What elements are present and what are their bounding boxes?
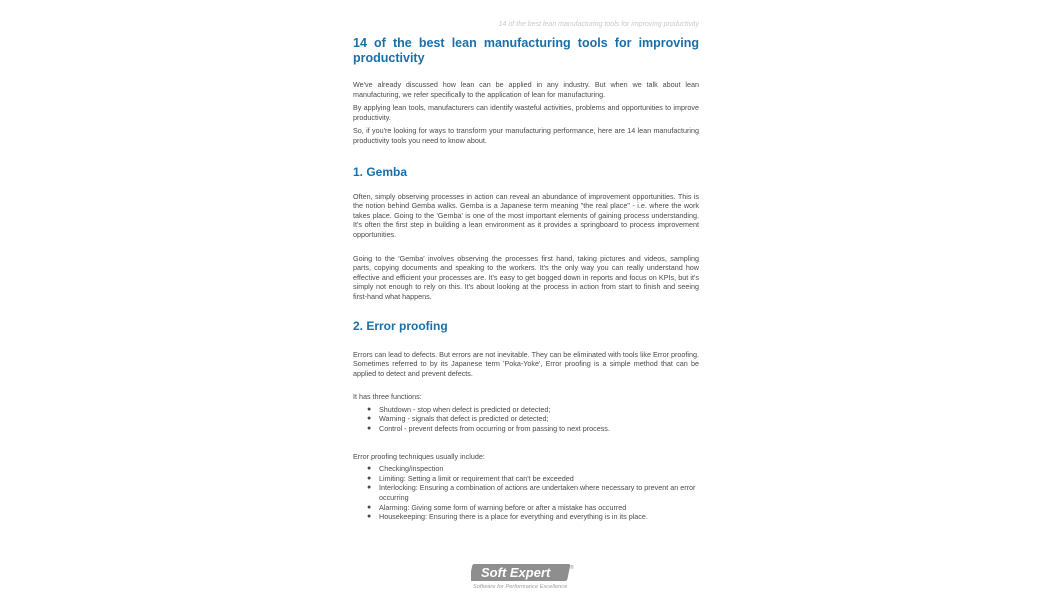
gemba-paragraph-1: Often, simply observing processes in action can reveal an abundance of improvement opportunities. This is the notion behind Gemba walks. Gemba is a Japanese term meaning "the real place" - i.e. where the work takes place. Going to the 'Gemba' is one of the most important elements of gaining process understanding. It's often the first step in building a lean environment as it provides a springboard to process improvement opportunities.	[353, 191, 699, 239]
gemba-paragraph-2: Going to the 'Gemba' involves observing the processes first hand, taking pictures and videos, sampling parts, copying documents and speaking to the workers. It's the only way you can really understand how effective and efficient your processes are. It's easy to get bogged down in reports and focus on KPIs, but it's simply not enough to rely on this. It's about looking at the process in action from start to finish and seeing first-hand what happens.	[353, 253, 699, 301]
intro-paragraph-2: By applying lean tools, manufacturers can identify wasteful activities, problems and opportunities to improve productivity.	[353, 103, 699, 122]
logo-tagline: Software for Performance Excellence	[473, 584, 568, 590]
list-item	[367, 404, 699, 415]
list-item	[367, 483, 699, 503]
softexpert-logo-mark	[471, 562, 575, 583]
list-item-text: Housekeeping: Ensuring there is a place for everything and everything is in its place.	[379, 512, 648, 522]
list-item-text: Checking/inspection	[379, 464, 444, 474]
list-item-text: Shutdown - stop when defect is predicted or detected;	[379, 404, 551, 414]
bullet-icon: ●	[367, 415, 372, 423]
running-header: 14 of the best lean manufacturing tools for improving productivity	[498, 21, 699, 28]
bullet-icon: ●	[367, 484, 372, 492]
list-item	[367, 512, 699, 522]
list-item	[367, 464, 699, 474]
bullet-icon: ●	[367, 405, 372, 413]
functions-list	[353, 405, 699, 434]
bullet-icon: ●	[367, 465, 372, 473]
bullet-icon: ●	[367, 503, 372, 511]
list-item	[367, 473, 699, 484]
list-item	[367, 414, 699, 424]
bullet-icon: ●	[367, 513, 372, 521]
list-item-text: Warning - signals that defect is predicted or detected;	[379, 414, 549, 424]
list-item-text: Interlocking: Ensuring a combination of actions are undertaken where necessary to prevent an error occurring	[379, 483, 696, 503]
page-title: 14 of the best lean manufacturing tools for improving productivity	[353, 36, 699, 65]
functions-label: It has three functions:	[353, 392, 422, 402]
bullet-icon: ●	[367, 425, 372, 433]
registered-mark-icon: ®	[570, 565, 574, 571]
softexpert-logo	[471, 562, 581, 594]
intro-paragraph-1: We've already discussed how lean can be applied in any industry. But when we talk about lean manufacturing, we refer specifically to the application of lean for manufacturing.	[353, 80, 699, 99]
logo-wordmark: Soft Expert	[481, 565, 551, 580]
list-item	[367, 502, 699, 513]
techniques-list	[353, 464, 699, 522]
list-item	[367, 424, 699, 434]
section-heading-error-proofing: 2. Error proofing	[353, 318, 448, 333]
list-item-text: Limiting: Setting a limit or requirement that can't be exceeded	[379, 473, 574, 483]
techniques-label: Error proofing techniques usually include:	[353, 451, 485, 461]
bullet-icon: ●	[367, 474, 372, 482]
content-column	[353, 20, 699, 522]
list-item-text: Control - prevent defects from occurring or from passing to next process.	[379, 424, 610, 434]
list-item-text: Alarming: Giving some form of warning before or after a mistake has occurred	[379, 502, 627, 512]
intro-paragraph-3: So, if you're looking for ways to transform your manufacturing performance, here are 14 lean manufacturing productivity tools you need to know about.	[353, 126, 699, 145]
section-heading-gemba: 1. Gemba	[353, 164, 408, 179]
error-proofing-paragraph: Errors can lead to defects. But errors are not inevitable. They can be eliminated with tools like Error proofing. Sometimes referred to by its Japanese term 'Poka-Yoke', Error proofing is a simple method that can be applied to detect and prevent defects.	[353, 349, 699, 378]
